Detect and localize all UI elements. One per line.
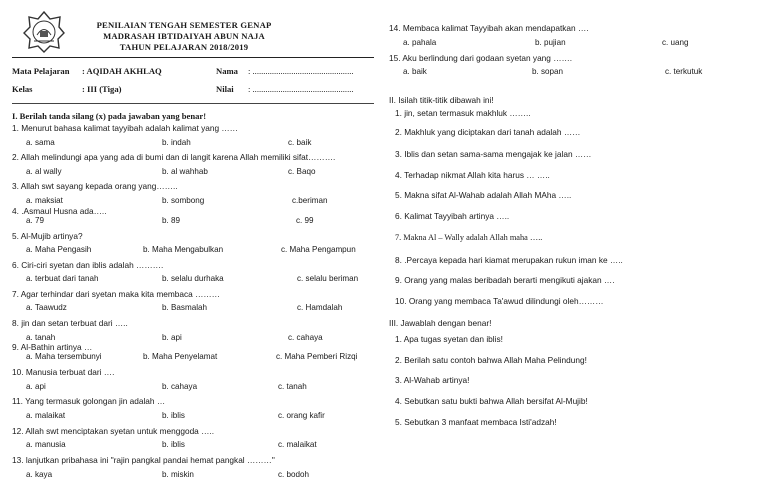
essay-item-5: 5. Sebutkan 3 manfaat membaca Isti'adzah! xyxy=(395,417,557,427)
name-field[interactable]: : ............................................... xyxy=(248,66,354,76)
fill-item-8: 8. .Percaya kepada hari kiamat merupakan rukun iman ke ….. xyxy=(395,255,623,265)
q14-option-a[interactable]: a. pahala xyxy=(403,38,437,47)
q3-option-b[interactable]: b. sombong xyxy=(162,196,205,205)
subject-value: : AQIDAH AKHLAQ xyxy=(82,66,162,76)
fill-item-2: 2. Makhluk yang diciptakan dari tanah adalah …… xyxy=(395,127,581,137)
question-15: 15. Aku berlindung dari godaan syetan yang ……. xyxy=(389,53,573,63)
fill-item-4: 4. Terhadap nikmat Allah kita harus … ….. xyxy=(395,170,550,180)
question-2: 2. Allah melindungi apa yang ada di bumi dan di langit karena Allah memiliki sifat………. xyxy=(12,152,336,162)
fill-item-10: 10. Orang yang membaca Ta'awud dilindungi oleh……… xyxy=(395,296,604,306)
q4-option-c[interactable]: c. 99 xyxy=(296,216,314,225)
q12-option-c[interactable]: c. malaikat xyxy=(278,440,317,449)
q3-option-c[interactable]: c.beriman xyxy=(292,196,328,205)
q9-option-c[interactable]: c. Maha Pemberi Rizqi xyxy=(276,352,358,361)
fill-item-3: 3. Iblis dan setan sama-sama mengajak ke jalan …… xyxy=(395,149,592,159)
q6-option-b[interactable]: b. selalu durhaka xyxy=(162,274,224,283)
question-11: 11. Yang termasuk golongan jin adalah … xyxy=(12,396,166,406)
q5-option-c[interactable]: c. Maha Pengampun xyxy=(281,245,356,254)
q13-option-c[interactable]: c. bodoh xyxy=(278,470,310,479)
q6-option-c[interactable]: c. selalu beriman xyxy=(297,274,359,283)
fill-item-1: 1. jin, setan termasuk makhluk …….. xyxy=(395,108,531,118)
question-1: 1. Menurut bahasa kalimat tayyibah adalah kalimat yang …… xyxy=(12,123,238,133)
q10-option-c[interactable]: c. tanah xyxy=(278,382,307,391)
subject-label: Mata Pelajaran xyxy=(12,66,70,76)
q1-option-b[interactable]: b. indah xyxy=(162,138,191,147)
fill-item-6: 6. Kalimat Tayyibah artinya ….. xyxy=(395,211,510,221)
score-field[interactable]: : ............................................... xyxy=(248,84,354,94)
q7-option-a[interactable]: a. Taawudz xyxy=(26,303,67,312)
q12-option-a[interactable]: a. manusia xyxy=(26,440,66,449)
question-5: 5. Al-Mujib artinya? xyxy=(12,231,83,241)
q14-option-b[interactable]: b. pujian xyxy=(535,38,566,47)
name-label: Nama xyxy=(216,66,238,76)
q7-option-c[interactable]: c. Hamdalah xyxy=(297,303,343,312)
question-3: 3. Allah swt sayang kepada orang yang…….. xyxy=(12,181,178,191)
q7-option-b[interactable]: b. Basmalah xyxy=(162,303,207,312)
header-title-line2: MADRASAH IBTIDAIYAH ABUN NAJA xyxy=(103,31,265,41)
header-divider-top xyxy=(12,57,374,58)
q15-option-b[interactable]: b. sopan xyxy=(532,67,564,76)
question-13: 13. lanjutkan pribahasa ini "rajin pangkal pandai hemat pangkal ………" xyxy=(12,455,275,465)
q14-option-c[interactable]: c. uang xyxy=(662,38,689,47)
question-12: 12. Allah swt menciptakan syetan untuk menggoda ….. xyxy=(12,426,215,436)
q2-option-c[interactable]: c. Baqo xyxy=(288,167,316,176)
q10-option-b[interactable]: b. cahaya xyxy=(162,382,198,391)
question-8: 8. jin dan setan terbuat dari ….. xyxy=(12,318,128,328)
question-7: 7. Agar terhindar dari syetan maka kita membaca ……… xyxy=(12,289,220,299)
fill-item-5: 5. Makna sifat Al-Wahab adalah Allah MAha ….. xyxy=(395,190,572,200)
header-divider-bottom xyxy=(12,103,374,104)
q6-option-a[interactable]: a. terbuat dari tanah xyxy=(26,274,99,283)
question-10: 10. Manusia terbuat dari …. xyxy=(12,367,115,377)
section3-instruction: III. Jawablah dengan benar! xyxy=(389,318,492,328)
question-9: 9. Al-Bathin artinya … xyxy=(12,342,93,352)
score-label: Nilai xyxy=(216,84,234,94)
class-label: Kelas xyxy=(12,84,33,94)
question-14: 14. Membaca kalimat Tayyibah akan mendapatkan …. xyxy=(389,23,589,33)
q8-option-a[interactable]: a. tanah xyxy=(26,333,56,342)
q11-option-c[interactable]: c. orang kafir xyxy=(278,411,325,420)
essay-item-3: 3. Al-Wahab artinya! xyxy=(395,375,470,385)
q5-option-a[interactable]: a. Maha Pengasih xyxy=(26,245,92,254)
section2-instruction: II. Isilah titik-titik dibawah ini! xyxy=(389,95,494,105)
q2-option-b[interactable]: b. al wahhab xyxy=(162,167,208,176)
fill-item-7: 7. Makna Al – Wally adalah Allah maha ….. xyxy=(395,233,543,242)
essay-item-4: 4. Sebutkan satu bukti bahwa Allah bersifat Al-Mujib! xyxy=(395,396,588,406)
q11-option-a[interactable]: a. malaikat xyxy=(26,411,66,420)
fill-item-9: 9. Orang yang malas beribadah berarti mengikuti ajakan …. xyxy=(395,275,615,285)
q15-option-a[interactable]: a. baik xyxy=(403,67,427,76)
class-value: : III (Tiga) xyxy=(82,84,122,94)
school-logo-emblem xyxy=(23,11,65,53)
q1-option-a[interactable]: a. sama xyxy=(26,138,55,147)
q15-option-c[interactable]: c. terkutuk xyxy=(665,67,703,76)
header-title-line3: TAHUN PELAJARAN 2018/2019 xyxy=(119,42,249,52)
essay-item-2: 2. Berilah satu contoh bahwa Allah Maha Pelindung! xyxy=(395,355,587,365)
q3-option-a[interactable]: a. maksiat xyxy=(26,196,63,205)
q9-option-a[interactable]: a. Maha tersembunyi xyxy=(26,352,102,361)
q1-option-c[interactable]: c. baik xyxy=(288,138,312,147)
q13-option-a[interactable]: a. kaya xyxy=(26,470,53,479)
q12-option-b[interactable]: b. iblis xyxy=(162,440,185,449)
q4-option-a[interactable]: a. 79 xyxy=(26,216,45,225)
q4-option-b[interactable]: b. 89 xyxy=(162,216,181,225)
essay-item-1: 1. Apa tugas syetan dan iblis! xyxy=(395,334,503,344)
q10-option-a[interactable]: a. api xyxy=(26,382,46,391)
question-4: 4. .Asmaul Husna ada….. xyxy=(12,206,107,216)
header-title-line1: PENILAIAN TENGAH SEMESTER GENAP xyxy=(96,20,272,30)
q8-option-c[interactable]: c. cahaya xyxy=(288,333,323,342)
q13-option-b[interactable]: b. miskin xyxy=(162,470,194,479)
section1-instruction: I. Berilah tanda silang (x) pada jawaban yang benar! xyxy=(12,111,207,121)
q5-option-b[interactable]: b. Maha Mengabulkan xyxy=(143,245,224,254)
q2-option-a[interactable]: a. al wally xyxy=(26,167,62,176)
q11-option-b[interactable]: b. iblis xyxy=(162,411,185,420)
q8-option-b[interactable]: b. api xyxy=(162,333,182,342)
question-6: 6. Ciri-ciri syetan dan iblis adalah ………. xyxy=(12,260,164,270)
q9-option-b[interactable]: b. Maha Penyelamat xyxy=(143,352,218,361)
